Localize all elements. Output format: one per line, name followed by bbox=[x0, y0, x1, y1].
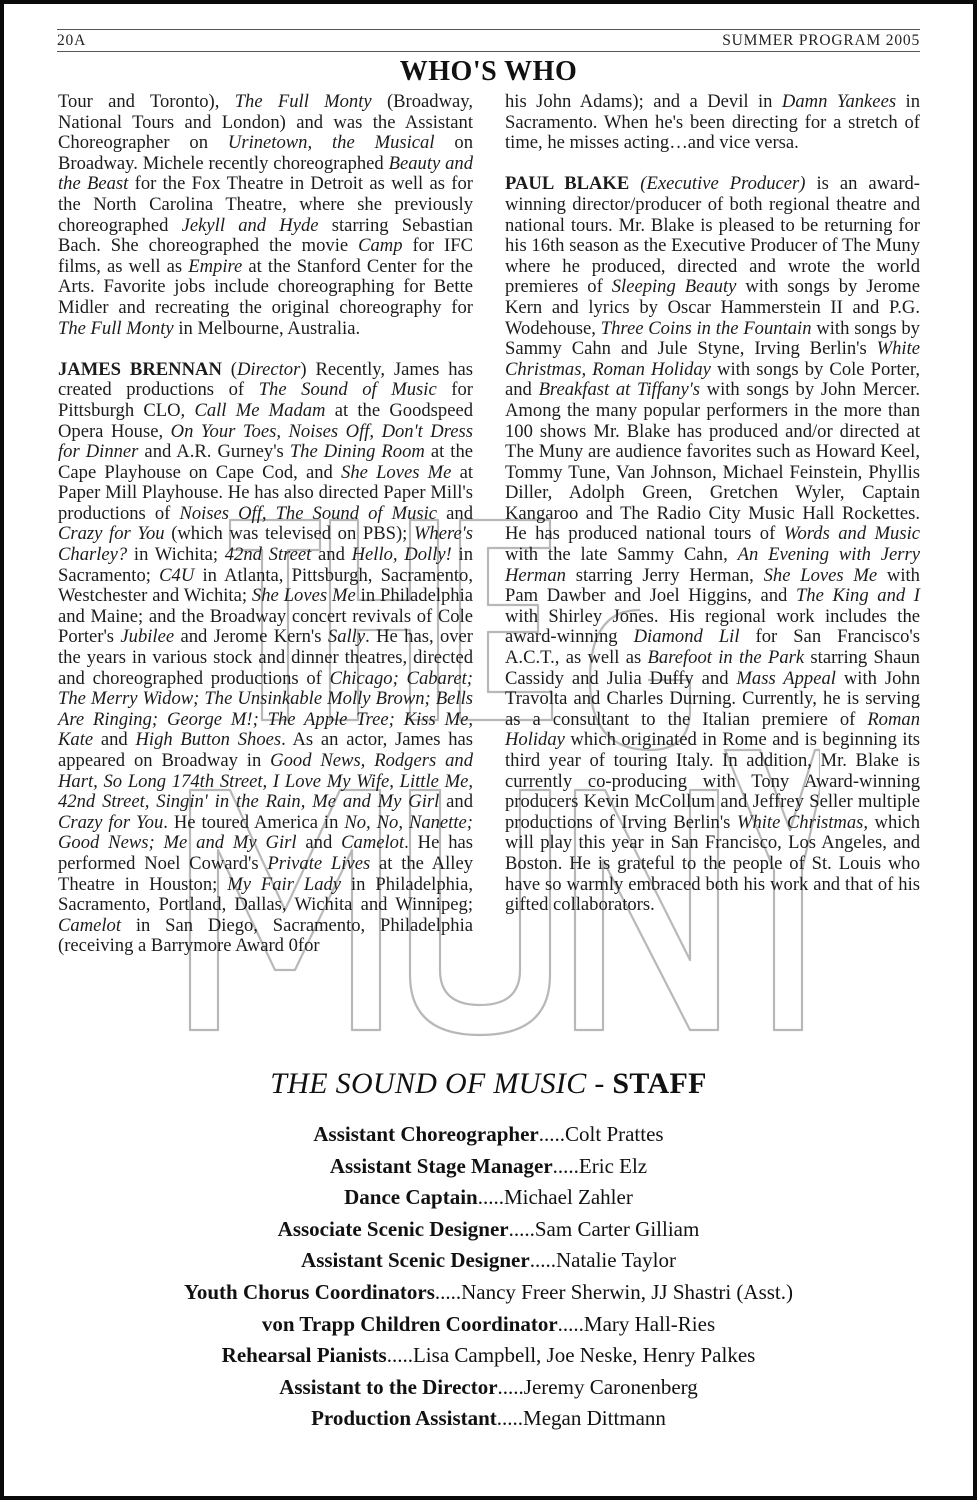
bio-text: with Shirley Jones. His regional work includes the award-winning bbox=[505, 605, 920, 648]
bio-text: (which was televised on PBS); bbox=[164, 523, 414, 545]
staff-name: Michael Zahler bbox=[503, 1185, 633, 1210]
staff-show-title: THE SOUND OF MUSIC bbox=[270, 1067, 587, 1100]
bio-text: and Jerome Kern's bbox=[174, 626, 328, 648]
bio-text: and A.R. Gurney's bbox=[138, 441, 290, 463]
staff-dot-leader: ..... bbox=[557, 1311, 584, 1336]
staff-row bbox=[0, 1277, 977, 1309]
bio-text: with songs by John Mercer. Among the many popular performers in the more than 100 shows Mr. Blake has produced and/or directed at The Muny are audience favorites such as Howard Keel, Tommy Tune, Van Johnson, Michael Feinstein, Phyllis Diller, Adolph Green, Gretchen Wyler, Captain Kangaroo and The Radio City Music Hall Rockettes. He has produced national tours of bbox=[505, 379, 920, 545]
bio-text: in Philadelphia, Sacramento, Portland, Dallas, Wichita and Winnipeg; bbox=[58, 873, 473, 916]
staff-name: Nancy Freer Sherwin, JJ Shastri (Asst.) bbox=[461, 1279, 793, 1304]
staff-role: Associate Scenic Designer bbox=[277, 1216, 509, 1241]
bio-text: for IFC films, as well as bbox=[58, 235, 473, 277]
staff-name: Lisa Campbell, Joe Neske, Henry Palkes bbox=[412, 1343, 756, 1368]
bio-text: in Philadelphia and Maine; and the Broadway concert revivals of Cole Porter's bbox=[58, 585, 474, 648]
show-title: The King and I bbox=[795, 585, 920, 607]
bio-text: which will play this year in San Francisco, Los Angeles, and Boston. He is grateful to the people of St. Louis who have so warmly embraced both his work and that of his gifted collaborators. bbox=[505, 811, 920, 916]
show-title: Private Lives bbox=[267, 852, 371, 874]
staff-role: Assistant Choreographer bbox=[313, 1122, 539, 1146]
bio-text: at the Stanford Center for the Arts. Favorite jobs include choreographing for Bette Midler and recreating the original choreography for bbox=[58, 255, 473, 318]
bio-paragraph bbox=[58, 360, 473, 957]
show-title: Breakfast at Tiffany's bbox=[538, 379, 700, 401]
bio-text: at the Alley Theatre in Houston; bbox=[58, 852, 474, 895]
staff-row bbox=[0, 1340, 977, 1372]
show-title: The Dining Room bbox=[289, 441, 425, 463]
show-title: Words and Music bbox=[783, 523, 920, 545]
show-title: The Sound of Music bbox=[258, 379, 437, 401]
show-title: She Loves Me bbox=[251, 585, 356, 607]
staff-dot-leader: ..... bbox=[497, 1374, 524, 1399]
staff-row bbox=[0, 1309, 977, 1341]
staff-name: Megan Dittmann bbox=[523, 1406, 666, 1431]
staff-name: Eric Elz bbox=[578, 1153, 648, 1178]
bio-text: with the late Sammy Cahn, bbox=[505, 544, 738, 566]
bio-text: in San Diego, Sacramento, Philadelphia (receiving a Barrymore Award 0for bbox=[58, 914, 473, 957]
bio-text: his John Adams); and a Devil in bbox=[505, 91, 782, 112]
show-title: Beauty and the Beast bbox=[58, 152, 473, 195]
staff-role: Assistant Scenic Designer bbox=[301, 1248, 530, 1273]
staff-title-separator: - bbox=[586, 1067, 613, 1100]
header-rule-bottom bbox=[57, 51, 920, 52]
show-title: On Your Toes, Noises Off, Don't Dress for Dinner bbox=[58, 420, 473, 463]
show-title: Crazy for You bbox=[58, 811, 164, 833]
bio-text: with songs by Sammy Cahn and Jule Styne, Irving Berlin's bbox=[505, 317, 920, 360]
bio-text: Tour and Toronto), bbox=[58, 91, 235, 112]
staff-dot-leader: ..... bbox=[508, 1216, 535, 1241]
bio-text: with John Travolta and Charles Durning. Currently, he is serving as a consultant to the Italian premiere of bbox=[505, 667, 920, 730]
page-title: WHO'S WHO bbox=[399, 56, 578, 87]
show-title: High Button Shoes bbox=[135, 729, 282, 751]
staff-title-suffix: STAFF bbox=[612, 1067, 707, 1100]
show-title: The Full Monty bbox=[234, 91, 372, 112]
bio-text: with Pam Dawber and Joel Higgins, and bbox=[505, 564, 920, 607]
show-title: (Executive Producer) bbox=[640, 173, 806, 195]
staff-dot-leader: ..... bbox=[386, 1343, 413, 1368]
show-title: Jubilee bbox=[120, 626, 175, 648]
staff-section-title bbox=[0, 1067, 977, 1101]
show-title: Barefoot in the Park bbox=[647, 647, 805, 669]
staff-name: Sam Carter Gilliam bbox=[534, 1216, 700, 1241]
show-title: Camelot bbox=[341, 832, 405, 854]
show-title: Empire bbox=[188, 255, 243, 277]
show-title: Sleeping Beauty bbox=[611, 276, 737, 298]
bio-text: and bbox=[93, 729, 136, 751]
staff-dot-leader: ..... bbox=[538, 1122, 566, 1146]
header-rule-top bbox=[57, 29, 920, 30]
bio-text: . As an actor, James has appeared on Broadway in bbox=[58, 729, 473, 771]
show-title: Jekyll and Hyde bbox=[181, 214, 319, 236]
show-title: No, No, Nanette; Good News; Me and My Girl bbox=[58, 811, 473, 854]
bio-paragraph bbox=[58, 92, 473, 339]
bio-text: and bbox=[296, 832, 342, 854]
show-title: She Loves Me bbox=[341, 461, 452, 483]
bio-text: ( bbox=[221, 358, 237, 380]
staff-role: Youth Chorus Coordinators bbox=[184, 1279, 435, 1304]
bio-text: in Sacramento. When he's been directing for a stretch of time, he misses acting…and vice versa. bbox=[505, 91, 920, 154]
staff-row bbox=[0, 1182, 977, 1214]
bio-text: for San Francisco's A.C.T., as well as bbox=[505, 626, 921, 669]
staff-list bbox=[0, 1119, 977, 1435]
show-title: Camelot bbox=[58, 914, 122, 936]
page-number: 20A bbox=[57, 32, 87, 49]
show-title: The Full Monty bbox=[58, 317, 174, 339]
bio-text: on Broadway. Michele recently choreographed bbox=[58, 132, 473, 174]
staff-row bbox=[0, 1403, 977, 1435]
bio-name: PAUL BLAKE bbox=[505, 173, 630, 195]
staff-dot-leader: ..... bbox=[552, 1153, 579, 1178]
staff-role: Production Assistant bbox=[311, 1406, 497, 1431]
show-title: Diamond Lil bbox=[633, 626, 740, 648]
staff-row bbox=[0, 1119, 977, 1151]
right-column bbox=[505, 92, 920, 1022]
bio-text: and bbox=[437, 502, 473, 524]
show-title: Where's Charley? bbox=[58, 523, 473, 566]
bio-text: and bbox=[311, 544, 352, 566]
show-title: 42nd Street bbox=[224, 544, 312, 566]
staff-role: Assistant Stage Manager bbox=[329, 1153, 553, 1178]
bio-text: ) Recently, James has created productions of bbox=[58, 358, 474, 401]
staff-role: Rehearsal Pianists bbox=[221, 1343, 387, 1368]
bio-text: with songs by Cole Porter, and bbox=[505, 358, 920, 401]
bio-name: JAMES BRENNAN bbox=[58, 358, 222, 380]
show-title: She Loves Me bbox=[763, 564, 878, 586]
show-title: Chicago; Cabaret; The Merry Widow; The Unsinkable Molly Brown; Bells Are Ringing; George M!; The Apple Tree; Kiss Me, Kate bbox=[58, 667, 473, 751]
bio-text: and bbox=[439, 791, 473, 813]
show-title: Noises Off, The Sound of Music bbox=[179, 502, 438, 524]
bio-text bbox=[629, 173, 640, 194]
staff-role: Dance Captain bbox=[344, 1185, 478, 1210]
bio-text: at the Cape Playhouse on Cape Cod, and bbox=[58, 441, 474, 483]
bio-text: for Pittsburgh CLO, bbox=[58, 379, 473, 421]
show-title: Good News, Rodgers and Hart, So Long 174th Street, I Love My Wife, Little Me, 42nd Street, Singin' in the Rain, Me and My Girl bbox=[58, 750, 473, 813]
bio-text: (Broadway, National Tours and London) and was the Assistant Choreographer on bbox=[58, 91, 473, 154]
bio-text: with songs by Jerome Kern and lyrics by Oscar Hammerstein II and P.G. Wodehouse, bbox=[505, 276, 920, 339]
bio-columns bbox=[58, 92, 920, 1022]
staff-name: Mary Hall-Ries bbox=[583, 1311, 716, 1336]
show-title: Damn Yankees bbox=[781, 91, 897, 112]
show-title: Hello, Dolly! bbox=[351, 544, 452, 566]
staff-name: Natalie Taylor bbox=[555, 1248, 676, 1273]
bio-text: at Paper Mill Playhouse. He has also directed Paper Mill's productions of bbox=[58, 461, 473, 524]
bio-text: in Wichita; bbox=[127, 544, 225, 566]
bio-text: in Melbourne, Australia. bbox=[173, 317, 361, 339]
show-title: Sally bbox=[327, 626, 366, 648]
show-title: Crazy for You bbox=[58, 523, 165, 545]
show-title: Three Coins in the Fountain bbox=[600, 317, 812, 339]
show-title: My Fair Lady bbox=[227, 873, 342, 895]
staff-dot-leader: ..... bbox=[496, 1406, 524, 1431]
show-title: Call Me Madam bbox=[194, 399, 326, 421]
bio-paragraph bbox=[505, 174, 920, 915]
bio-text: starring Shaun Cassidy and Julia Duffy and bbox=[505, 647, 920, 689]
show-title: Urinetown, the Musical bbox=[227, 132, 435, 154]
bio-text: starring Jerry Herman, bbox=[565, 564, 764, 586]
show-title: Director bbox=[236, 358, 301, 380]
show-title: Roman Holiday bbox=[505, 708, 920, 751]
show-title: Mass Appeal bbox=[736, 667, 836, 689]
staff-role: von Trapp Children Coordinator bbox=[261, 1311, 558, 1336]
staff-row bbox=[0, 1372, 977, 1404]
staff-row bbox=[0, 1245, 977, 1277]
staff-name: Jeremy Caronenberg bbox=[523, 1374, 698, 1399]
bio-text: in Sacramento; bbox=[58, 544, 473, 586]
bio-paragraph bbox=[505, 92, 920, 154]
bio-text: at the Goodspeed Opera House, bbox=[58, 399, 473, 442]
bio-text: is an award-winning director/producer of both regional theatre and national tours. Mr. Blake is pleased to be returning for his 16th season as the Executive Producer of The Muny where he produced, directed and wrote the world premieres of bbox=[505, 173, 920, 298]
show-title: Camp bbox=[358, 235, 403, 257]
bio-text: . He has performed Noel Coward's bbox=[58, 832, 473, 874]
left-column bbox=[58, 92, 473, 1022]
staff-row bbox=[0, 1151, 977, 1183]
staff-dot-leader: ..... bbox=[477, 1185, 504, 1210]
show-title: C4U bbox=[159, 564, 195, 586]
staff-dot-leader: ..... bbox=[434, 1279, 462, 1304]
bio-text: starring Sebastian Bach. She choreographed the movie bbox=[58, 214, 474, 257]
staff-name: Colt Prattes bbox=[565, 1122, 664, 1146]
show-title: An Evening with Jerry Herman bbox=[505, 544, 920, 586]
show-title: White Christmas, bbox=[736, 811, 868, 833]
bio-text: in Atlanta, Pittsburgh, Sacramento, Westchester and Wichita; bbox=[58, 564, 473, 607]
bio-text: . He toured America in bbox=[163, 811, 345, 833]
bio-text: for the Fox Theatre in Detroit as well as for the North Carolina Theatre, where she previously choreographed bbox=[58, 173, 473, 236]
publication-name: SUMMER PROGRAM 2005 bbox=[722, 32, 920, 49]
bio-text: . He has, over the years in various stock and dinner theatres, directed and choreographed productions of bbox=[58, 626, 473, 689]
staff-dot-leader: ..... bbox=[529, 1248, 556, 1273]
staff-role: Assistant to the Director bbox=[279, 1374, 498, 1399]
staff-row bbox=[0, 1214, 977, 1246]
show-title: White Christmas, Roman Holiday bbox=[505, 338, 920, 380]
running-head bbox=[57, 31, 920, 51]
bio-text: which originated in Rome and is beginning its third year of touring Italy. In addition, Mr. Blake is currently co-producing with Tony Award-winning producers Kevin McCollum and Jeffrey Seller multiple productions of Irving Berlin's bbox=[505, 729, 920, 833]
